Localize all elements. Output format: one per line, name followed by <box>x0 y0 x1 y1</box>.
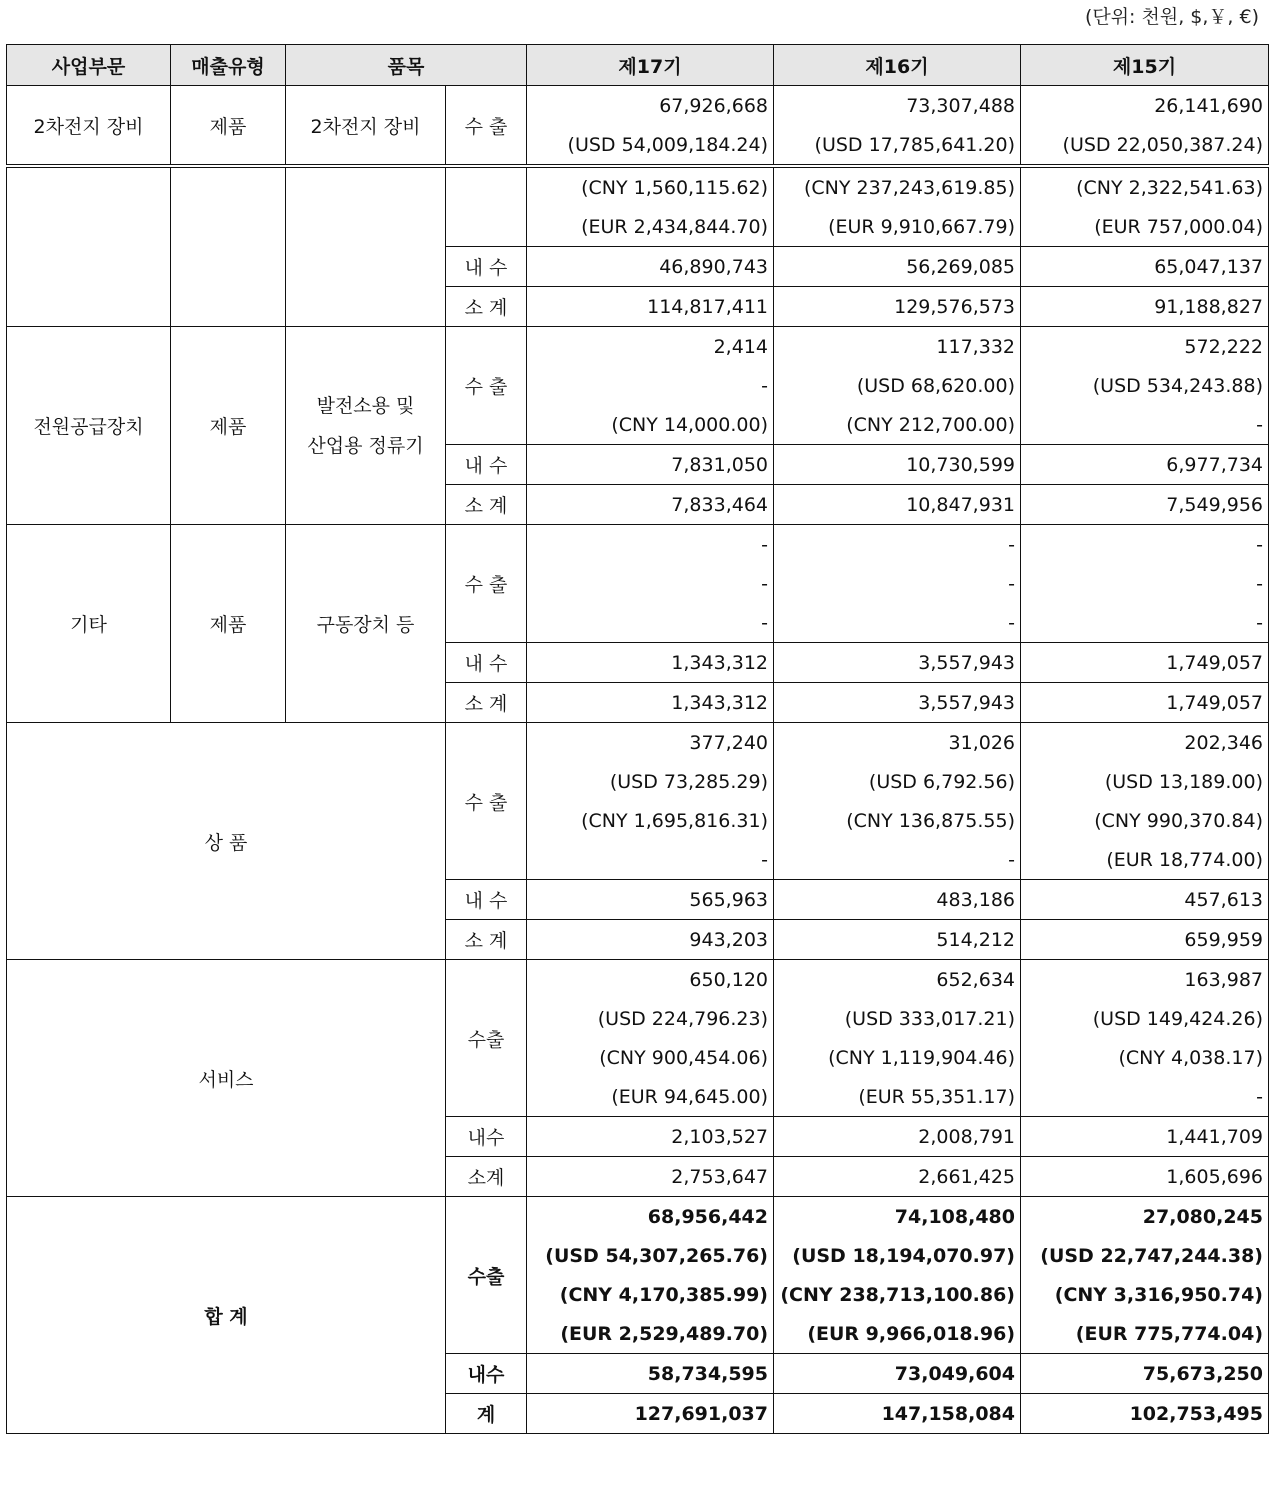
blank-cell <box>7 168 171 327</box>
header-sales-type: 매출유형 <box>171 45 286 86</box>
table-cell: (CNY 212,700.00) <box>774 405 1021 445</box>
table-cell: (USD 22,747,244.38) <box>1021 1236 1269 1275</box>
table-cell: (USD 17,785,641.20) <box>774 125 1021 165</box>
table-cell: - <box>774 840 1021 880</box>
table-cell: (EUR 18,774.00) <box>1021 840 1269 880</box>
table-row <box>7 960 1269 1000</box>
table-cell: (CNY 1,695,816.31) <box>527 801 774 840</box>
other-domestic-label: 내 수 <box>446 643 527 683</box>
header-p17: 제17기 <box>527 45 774 86</box>
table-cell: 3,557,943 <box>774 683 1021 723</box>
table-cell: (CNY 2,322,541.63) <box>1021 168 1269 208</box>
table-cell: 73,049,604 <box>774 1354 1021 1394</box>
table-cell: 514,212 <box>774 920 1021 960</box>
table-cell: (EUR 94,645.00) <box>527 1077 774 1117</box>
table-row <box>7 86 1269 126</box>
battery-subtotal-label: 소 계 <box>446 287 527 327</box>
battery-domestic-label: 내 수 <box>446 247 527 287</box>
table-cell: 1,749,057 <box>1021 643 1269 683</box>
table-row <box>7 327 1269 367</box>
header-item: 품목 <box>286 45 527 86</box>
service-domestic-label: 내수 <box>446 1117 527 1157</box>
table-cell: - <box>527 564 774 603</box>
table-cell: 457,613 <box>1021 880 1269 920</box>
table-cell: - <box>1021 564 1269 603</box>
power-type: 제품 <box>171 327 286 525</box>
table-cell: 659,959 <box>1021 920 1269 960</box>
blank-cell <box>286 168 446 327</box>
power-export-label: 수 출 <box>446 327 527 445</box>
goods-domestic-label: 내 수 <box>446 880 527 920</box>
table-cell: (CNY 1,119,904.46) <box>774 1038 1021 1077</box>
table-cell: (USD 6,792.56) <box>774 762 1021 801</box>
table-cell: (CNY 238,713,100.86) <box>774 1275 1021 1314</box>
table-cell: (CNY 900,454.06) <box>527 1038 774 1077</box>
table-cell: 377,240 <box>527 723 774 763</box>
table-cell: (USD 18,194,070.97) <box>774 1236 1021 1275</box>
power-subtotal-label: 소 계 <box>446 485 527 525</box>
other-item: 구동장치 등 <box>286 525 446 723</box>
table-cell: 58,734,595 <box>527 1354 774 1394</box>
table-cell: 129,576,573 <box>774 287 1021 327</box>
battery-export-label: 수 출 <box>446 86 527 165</box>
table-cell: 147,158,084 <box>774 1394 1021 1434</box>
table-cell: 2,008,791 <box>774 1117 1021 1157</box>
battery-type: 제품 <box>171 86 286 165</box>
service-subtotal-label: 소계 <box>446 1157 527 1197</box>
table-cell: 10,730,599 <box>774 445 1021 485</box>
table-cell: 2,753,647 <box>527 1157 774 1197</box>
other-subtotal-label: 소 계 <box>446 683 527 723</box>
table-cell: (CNY 237,243,619.85) <box>774 168 1021 208</box>
table-cell: - <box>774 564 1021 603</box>
table-cell: - <box>527 366 774 405</box>
table-cell: 102,753,495 <box>1021 1394 1269 1434</box>
table-cell: 1,343,312 <box>527 643 774 683</box>
total-label: 합 계 <box>7 1197 446 1434</box>
service-export-label: 수출 <box>446 960 527 1117</box>
goods-subtotal-label: 소 계 <box>446 920 527 960</box>
table-cell: (CNY 14,000.00) <box>527 405 774 445</box>
table-cell: (EUR 775,774.04) <box>1021 1314 1269 1354</box>
table-cell: 46,890,743 <box>527 247 774 287</box>
table-cell: (EUR 2,529,489.70) <box>527 1314 774 1354</box>
table-cell: - <box>527 603 774 643</box>
header-segment: 사업부문 <box>7 45 171 86</box>
table-cell: (CNY 1,560,115.62) <box>527 168 774 208</box>
table-cell: - <box>774 525 1021 565</box>
table-cell: 6,977,734 <box>1021 445 1269 485</box>
table-cell: 2,103,527 <box>527 1117 774 1157</box>
table-cell: - <box>527 840 774 880</box>
table-cell: (USD 333,017.21) <box>774 999 1021 1038</box>
table-cell: 1,605,696 <box>1021 1157 1269 1197</box>
table-cell: (CNY 4,038.17) <box>1021 1038 1269 1077</box>
table-cell: 73,307,488 <box>774 86 1021 126</box>
table-cell: (USD 22,050,387.24) <box>1021 125 1269 165</box>
table-cell: 7,833,464 <box>527 485 774 525</box>
table-cell: 202,346 <box>1021 723 1269 763</box>
goods-label: 상 품 <box>7 723 446 960</box>
table-cell: 1,343,312 <box>527 683 774 723</box>
table-cell: (EUR 2,434,844.70) <box>527 207 774 247</box>
table-cell: 10,847,931 <box>774 485 1021 525</box>
table-cell: 572,222 <box>1021 327 1269 367</box>
header-p15: 제15기 <box>1021 45 1269 86</box>
table-cell: 67,926,668 <box>527 86 774 126</box>
table-cell: (USD 224,796.23) <box>527 999 774 1038</box>
table-row <box>7 723 1269 763</box>
table-cell: 65,047,137 <box>1021 247 1269 287</box>
table-cell: (USD 54,307,265.76) <box>527 1236 774 1275</box>
table-cell: (CNY 4,170,385.99) <box>527 1275 774 1314</box>
table-cell: - <box>1021 525 1269 565</box>
table-cell: 91,188,827 <box>1021 287 1269 327</box>
table-cell: - <box>527 525 774 565</box>
table-cell: 26,141,690 <box>1021 86 1269 126</box>
power-item-line1: 발전소용 및 <box>316 394 415 417</box>
goods-export-label: 수 출 <box>446 723 527 880</box>
power-item-line2: 산업용 정류기 <box>307 434 424 457</box>
other-type: 제품 <box>171 525 286 723</box>
table-cell: (EUR 9,910,667.79) <box>774 207 1021 247</box>
table-cell: 565,963 <box>527 880 774 920</box>
table-cell: 74,108,480 <box>774 1197 1021 1237</box>
table-cell: (USD 149,424.26) <box>1021 999 1269 1038</box>
battery-segment: 2차전지 장비 <box>7 86 171 165</box>
table-cell: (EUR 55,351.17) <box>774 1077 1021 1117</box>
power-domestic-label: 내 수 <box>446 445 527 485</box>
table-cell: 943,203 <box>527 920 774 960</box>
table-cell: 117,332 <box>774 327 1021 367</box>
unit-note: (단위: 천원, $,￥, €) <box>1084 6 1259 28</box>
service-label: 서비스 <box>7 960 446 1197</box>
table-cell: 68,956,442 <box>527 1197 774 1237</box>
table-row <box>7 1197 1269 1237</box>
table-cell: 652,634 <box>774 960 1021 1000</box>
table-cell: 3,557,943 <box>774 643 1021 683</box>
table-cell: (EUR 757,000.04) <box>1021 207 1269 247</box>
table-cell: 7,549,956 <box>1021 485 1269 525</box>
table-cell: 650,120 <box>527 960 774 1000</box>
table-cell: 163,987 <box>1021 960 1269 1000</box>
battery-item: 2차전지 장비 <box>286 86 446 165</box>
table-cell: 75,673,250 <box>1021 1354 1269 1394</box>
table-row <box>7 168 1269 208</box>
table-cell: (USD 13,189.00) <box>1021 762 1269 801</box>
table-cell: 7,831,050 <box>527 445 774 485</box>
table-cell: 127,691,037 <box>527 1394 774 1434</box>
table-cell: 114,817,411 <box>527 287 774 327</box>
table-cell: 2,414 <box>527 327 774 367</box>
power-item <box>286 327 446 525</box>
table-cell: (CNY 3,316,950.74) <box>1021 1275 1269 1314</box>
blank-cell <box>446 168 527 247</box>
table-row <box>7 525 1269 565</box>
total-sum-label: 계 <box>446 1394 527 1434</box>
table-cell: (USD 534,243.88) <box>1021 366 1269 405</box>
table-cell: 483,186 <box>774 880 1021 920</box>
table-cell: (CNY 136,875.55) <box>774 801 1021 840</box>
header-row <box>7 45 1269 86</box>
sales-table <box>6 44 1269 1434</box>
table-cell: (USD 68,620.00) <box>774 366 1021 405</box>
other-segment: 기타 <box>7 525 171 723</box>
table-cell: (USD 73,285.29) <box>527 762 774 801</box>
total-export-label: 수출 <box>446 1197 527 1354</box>
table-cell: 31,026 <box>774 723 1021 763</box>
table-cell: 2,661,425 <box>774 1157 1021 1197</box>
table-cell: 1,441,709 <box>1021 1117 1269 1157</box>
table-cell: (CNY 990,370.84) <box>1021 801 1269 840</box>
table-cell: - <box>1021 1077 1269 1117</box>
table-cell: - <box>1021 603 1269 643</box>
total-domestic-label: 내수 <box>446 1354 527 1394</box>
other-export-label: 수 출 <box>446 525 527 643</box>
blank-cell <box>171 168 286 327</box>
table-cell: 56,269,085 <box>774 247 1021 287</box>
table-cell: - <box>1021 405 1269 445</box>
table-cell: (EUR 9,966,018.96) <box>774 1314 1021 1354</box>
table-cell: - <box>774 603 1021 643</box>
power-segment: 전원공급장치 <box>7 327 171 525</box>
table-cell: (USD 54,009,184.24) <box>527 125 774 165</box>
header-p16: 제16기 <box>774 45 1021 86</box>
table-cell: 27,080,245 <box>1021 1197 1269 1237</box>
table-cell: 1,749,057 <box>1021 683 1269 723</box>
